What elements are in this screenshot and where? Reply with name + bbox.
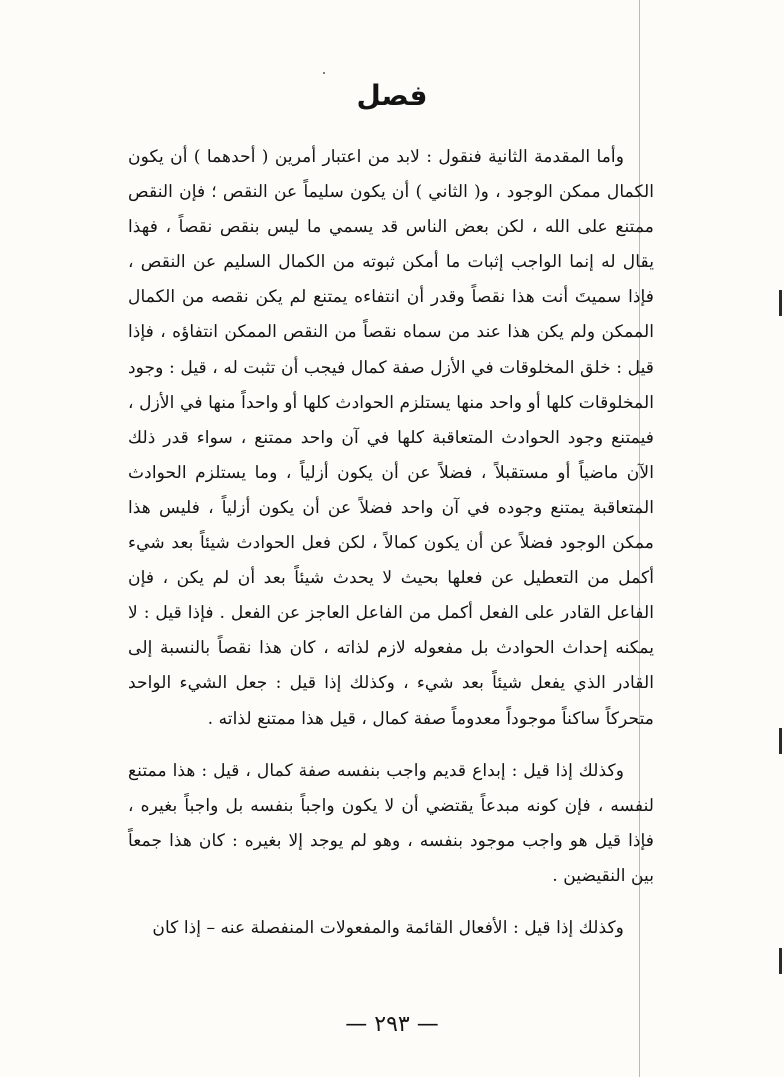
page-title: فصل xyxy=(356,79,428,112)
edge-mark xyxy=(779,948,782,974)
body-text xyxy=(128,140,654,946)
edge-mark xyxy=(779,728,782,754)
paragraph-1: وأما المقدمة الثانية فنقول : لابد من اعتبار أمرين ( أحدهما ) أن يكون الكمال ممكن الوجود ، و( الثاني ) أن يكون سليماً عن النقص ؛ فإن النقص ممتنع على الله ، لكن بعض الناس قد يسمي ما ليس بنقص نقصاً ، فهذا يقال له إنما الواجب إثبات ما أمكن ثبوته من الكمال السليم عن النقص ، فإذا سميتَ أنت هذا نقصاً وقدر أن انتفاءه يمتنع لم يكن نقصه من الكمال الممكن ولم يكن هذا عند من سماه نقصاً من النقص الممكن انتفاؤه ، فإذا قيل : خلق المخلوقات في الأزل صفة كمال فيجب أن تثبت له ، قيل : وجود المخلوقات كلها أو واحد منها يستلزم الحوادث كلها أو واحداً منها في الأزل ، فيمتنع وجود الحوادث المتعاقبة كلها في آن واحد ممتنع ، سواء قدر ذلك الآن ماضياً أو مستقبلاً ، فضلاً عن أن يكون أزلياً ، وما يستلزم الحوادث المتعاقبة يمتنع وجوده في آن واحد فضلاً عن أن يكون أزلياً ، فليس هذا ممكن الوجود فضلاً عن أن يكون كمالاً ، لكن فعل الحوادث شيئاً بعد شيء أكمل من التعطيل عن فعلها بحيث لا يحدث شيئاً بعد أن لم يكن ، فإن الفاعل القادر على الفعل أكمل من الفاعل العاجز عن الفعل . فإذا قيل : لا يمكنه إحداث الحوادث بل مفعوله لازم لذاته ، كان هذا نقصاً بالنسبة إلى القادر الذي يفعل شيئاً بعد شيء ، وكذلك إذا قيل : جعل الشيء الواحد متحركاً ساكناً موجوداً معدوماً صفة كمال ، قيل هذا ممتنع لذاته . xyxy=(128,147,654,729)
paragraph-2: وكذلك إذا قيل : إبداع قديم واجب بنفسه صفة كمال ، قيل : هذا ممتنع لنفسه ، فإن كونه مبدعاً يقتضي أن لا يكون واجباً بنفسه بل واجباً بغيره ، فإذا قيل هو واجب موجود بنفسه ، وهو لم يوجد إلا بغيره : كان هذا جمعاً بين النقيضين . xyxy=(128,760,654,886)
page-number: — ٢٩٣ — xyxy=(345,1012,439,1037)
edge-mark xyxy=(779,290,782,316)
paragraph-3: وكذلك إذا قيل : الأفعال القائمة والمفعولات المنفصلة عنه – إذا كان xyxy=(152,917,624,938)
